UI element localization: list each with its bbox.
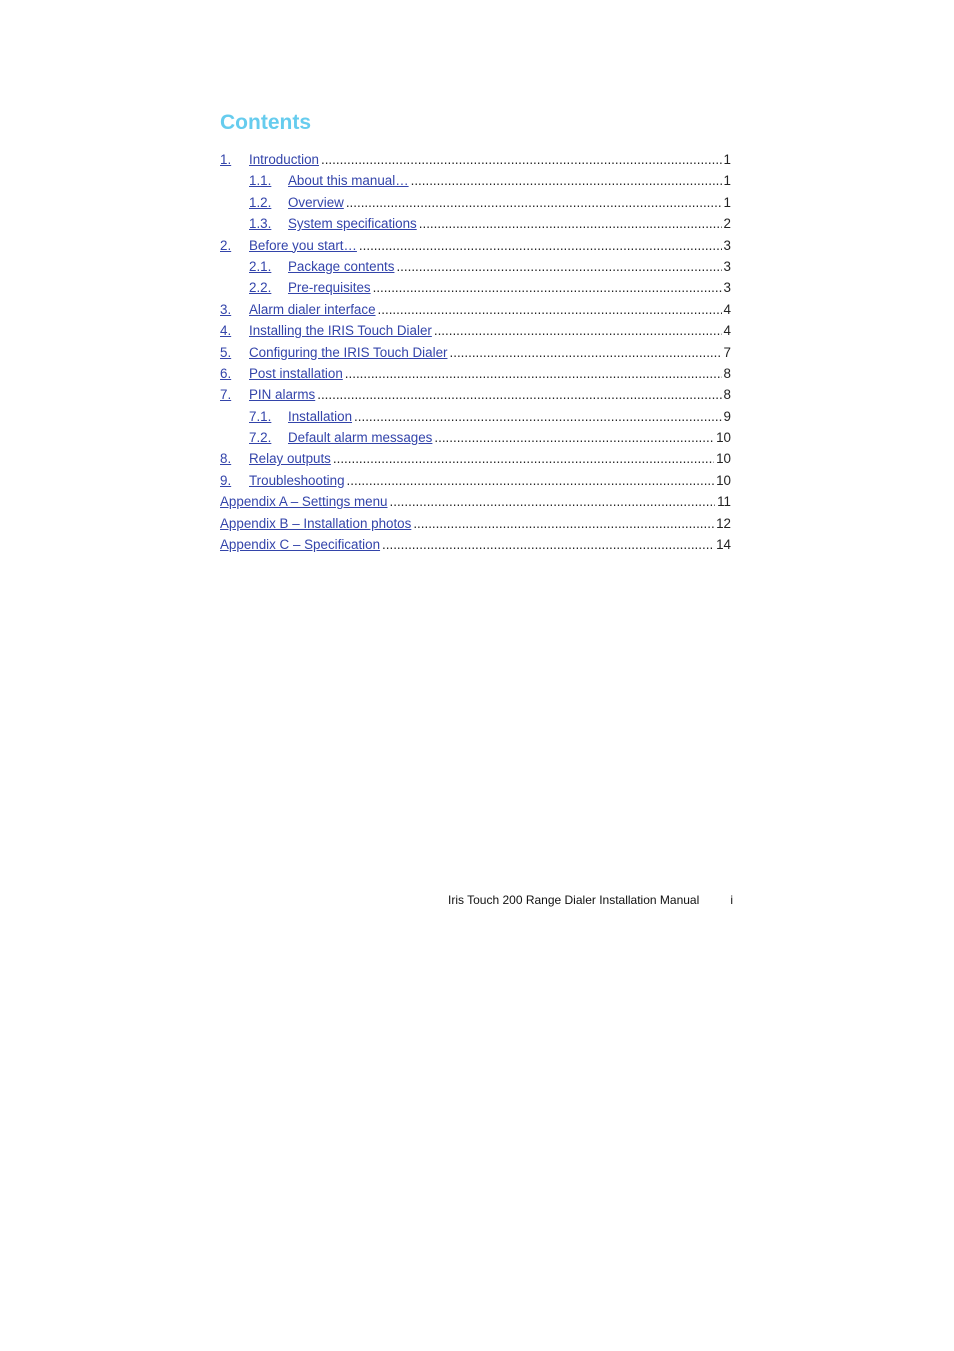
toc-entry-page: 3 (723, 280, 731, 296)
toc-entry-number[interactable]: 6. (220, 365, 232, 381)
toc-entry-number[interactable]: 1.1. (249, 173, 272, 189)
toc-entry[interactable] (220, 299, 731, 320)
dot-leader (373, 277, 722, 298)
toc-entry-page: 10 (716, 451, 731, 467)
dot-leader (390, 491, 716, 512)
toc-entry[interactable] (220, 170, 731, 191)
toc-entry-link[interactable]: About this manual… (288, 173, 409, 189)
toc-entry-page: 1 (723, 152, 731, 167)
toc-entry-link[interactable]: System specifications (288, 216, 417, 232)
dot-leader (382, 534, 714, 555)
toc-entry-number[interactable]: 9. (220, 472, 232, 488)
toc-entry[interactable] (220, 256, 731, 277)
dot-leader (419, 213, 722, 234)
toc-entry[interactable] (220, 427, 731, 448)
toc-entry-link[interactable]: Installing the IRIS Touch Dialer (249, 323, 432, 339)
toc-entry-number[interactable]: 1.3. (249, 216, 272, 232)
contents-heading: Contents (220, 111, 311, 134)
toc-entry-page: 3 (723, 237, 731, 253)
toc-entry-page: 10 (716, 472, 731, 488)
toc-entry-link[interactable]: Post installation (249, 365, 343, 381)
toc-entry[interactable] (220, 277, 731, 298)
dot-leader (450, 342, 722, 363)
dot-leader (378, 299, 722, 320)
dot-leader (359, 235, 722, 256)
dot-leader (333, 448, 714, 469)
toc-entry-number[interactable]: 8. (220, 451, 232, 467)
toc-entry-number[interactable]: 3. (220, 301, 232, 317)
toc-entry-number[interactable]: 4. (220, 323, 232, 339)
toc-entry-link[interactable]: Installation (288, 408, 353, 424)
toc-entry-link[interactable]: Introduction (249, 152, 319, 167)
toc-entry-link[interactable]: Alarm dialer interface (249, 301, 376, 317)
page-footer (448, 893, 733, 907)
toc-entry[interactable] (220, 235, 731, 256)
toc-entry-page: 4 (723, 301, 731, 317)
dot-leader (317, 384, 721, 405)
dot-leader (411, 170, 722, 191)
dot-leader (346, 192, 722, 213)
toc-entry-number[interactable]: 2.1. (249, 258, 272, 274)
toc-entry-number[interactable]: 7.2. (249, 430, 272, 446)
dot-leader (413, 513, 714, 534)
toc-entry-number[interactable]: 2.2. (249, 280, 272, 296)
toc-entry[interactable] (220, 192, 731, 213)
dot-leader (321, 149, 722, 170)
dot-leader (434, 320, 722, 341)
toc-entry-page: 2 (723, 216, 731, 232)
toc-entry-page: 12 (716, 515, 731, 531)
toc-entry-link[interactable]: Configuring the IRIS Touch Dialer (249, 344, 448, 360)
toc-entry[interactable] (220, 513, 731, 534)
toc-entry-link[interactable]: PIN alarms (249, 387, 316, 403)
toc-entry-link[interactable]: Relay outputs (249, 451, 331, 467)
toc-entry[interactable] (220, 320, 731, 341)
toc-entry-link[interactable]: Troubleshooting (249, 472, 345, 488)
toc-entry-page: 4 (723, 323, 731, 339)
toc-entry-number[interactable]: 7.1. (249, 408, 272, 424)
toc-entry-number[interactable]: 2. (220, 237, 232, 253)
toc-entry-number[interactable]: 1. (220, 152, 232, 167)
toc-entry[interactable] (220, 491, 731, 512)
toc-entry[interactable] (220, 534, 731, 555)
toc-entry-link[interactable]: Appendix C – Specification (220, 537, 381, 553)
footer-title: Iris Touch 200 Range Dialer Installation Manual (448, 893, 700, 907)
toc-entry-number[interactable]: 1.2. (249, 194, 272, 210)
toc-entry[interactable] (220, 149, 731, 170)
toc-entry-link[interactable]: Overview (288, 194, 344, 210)
dot-leader (434, 427, 714, 448)
dot-leader (347, 470, 715, 491)
toc-entry-link[interactable]: Appendix A – Settings menu (220, 494, 388, 510)
toc-entry[interactable] (220, 213, 731, 234)
toc-entry-number[interactable]: 7. (220, 387, 232, 403)
toc-entry-page: 11 (717, 494, 731, 510)
toc-entry[interactable] (220, 363, 731, 384)
footer-page-number: i (730, 893, 733, 907)
toc-entry-number[interactable]: 5. (220, 344, 232, 360)
toc-entry-link[interactable]: Appendix B – Installation photos (220, 515, 412, 531)
toc-entry-page: 14 (716, 537, 731, 553)
toc-entry-page: 1 (723, 194, 731, 210)
toc-entry-page: 9 (723, 408, 731, 424)
dot-leader (354, 406, 722, 427)
toc-entry[interactable] (220, 406, 731, 427)
toc-entry-link[interactable]: Before you start… (249, 237, 357, 253)
toc-entry[interactable] (220, 470, 731, 491)
toc-entry-page: 8 (723, 365, 731, 381)
toc-entry[interactable] (220, 448, 731, 469)
toc-entry[interactable] (220, 342, 731, 363)
toc-entry-page: 10 (716, 430, 731, 446)
toc-entry-link[interactable]: Pre-requisites (288, 280, 371, 296)
toc-entry-link[interactable]: Package contents (288, 258, 395, 274)
toc-entry-page: 7 (723, 344, 731, 360)
toc-entry[interactable] (220, 384, 731, 405)
dot-leader (345, 363, 722, 384)
table-of-contents (220, 149, 731, 555)
toc-entry-page: 8 (723, 387, 731, 403)
toc-entry-page: 3 (723, 258, 731, 274)
toc-entry-link[interactable]: Default alarm messages (288, 430, 433, 446)
toc-entry-page: 1 (723, 173, 731, 189)
dot-leader (396, 256, 721, 277)
